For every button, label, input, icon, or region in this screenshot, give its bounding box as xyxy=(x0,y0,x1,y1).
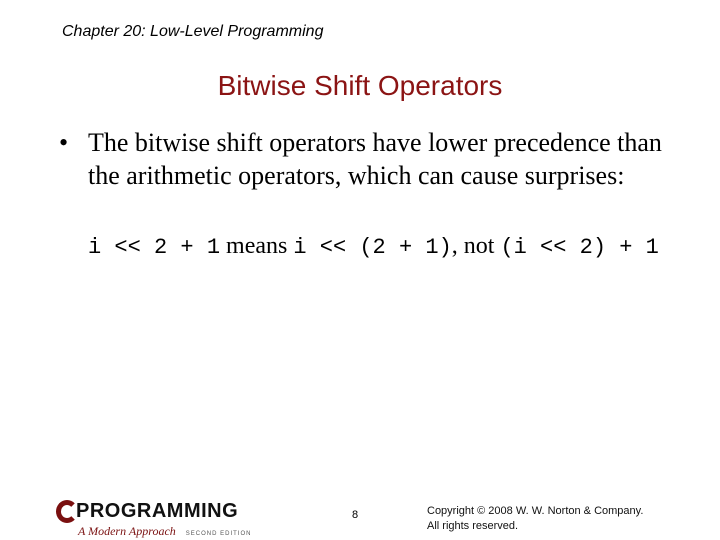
bullet-icon: • xyxy=(59,128,69,157)
logo-edition: SECOND EDITION xyxy=(185,531,252,537)
book-logo xyxy=(56,500,266,540)
page-number: 8 xyxy=(352,509,359,521)
slide-title: Bitwise Shift Operators xyxy=(217,70,503,101)
code-expression-1: i << 2 + 1 xyxy=(88,235,221,260)
copyright-line-2: All rights reserved. xyxy=(427,520,519,532)
bullet-text: The bitwise shift operators have lower precedence than the arithmetic operators, which can cause surprises: xyxy=(88,128,662,190)
bullet-item xyxy=(59,126,679,192)
code-example xyxy=(88,229,659,265)
logo-subtitle xyxy=(78,524,251,539)
code-expression-3: (i << 2) + 1 xyxy=(500,235,659,260)
example-word-not: , not xyxy=(451,233,501,259)
logo-c-icon xyxy=(56,500,78,523)
logo-wordmark: PROGRAMMING xyxy=(76,500,239,522)
example-word-means: means xyxy=(220,233,294,259)
copyright-line-1: Copyright © 2008 W. W. Norton & Company. xyxy=(427,505,644,517)
logo-subtitle-text: A Modern Approach xyxy=(78,524,176,538)
copyright-notice xyxy=(427,504,643,534)
chapter-header: Chapter 20: Low-Level Programming xyxy=(62,23,324,40)
code-expression-2: i << (2 + 1) xyxy=(293,235,452,260)
